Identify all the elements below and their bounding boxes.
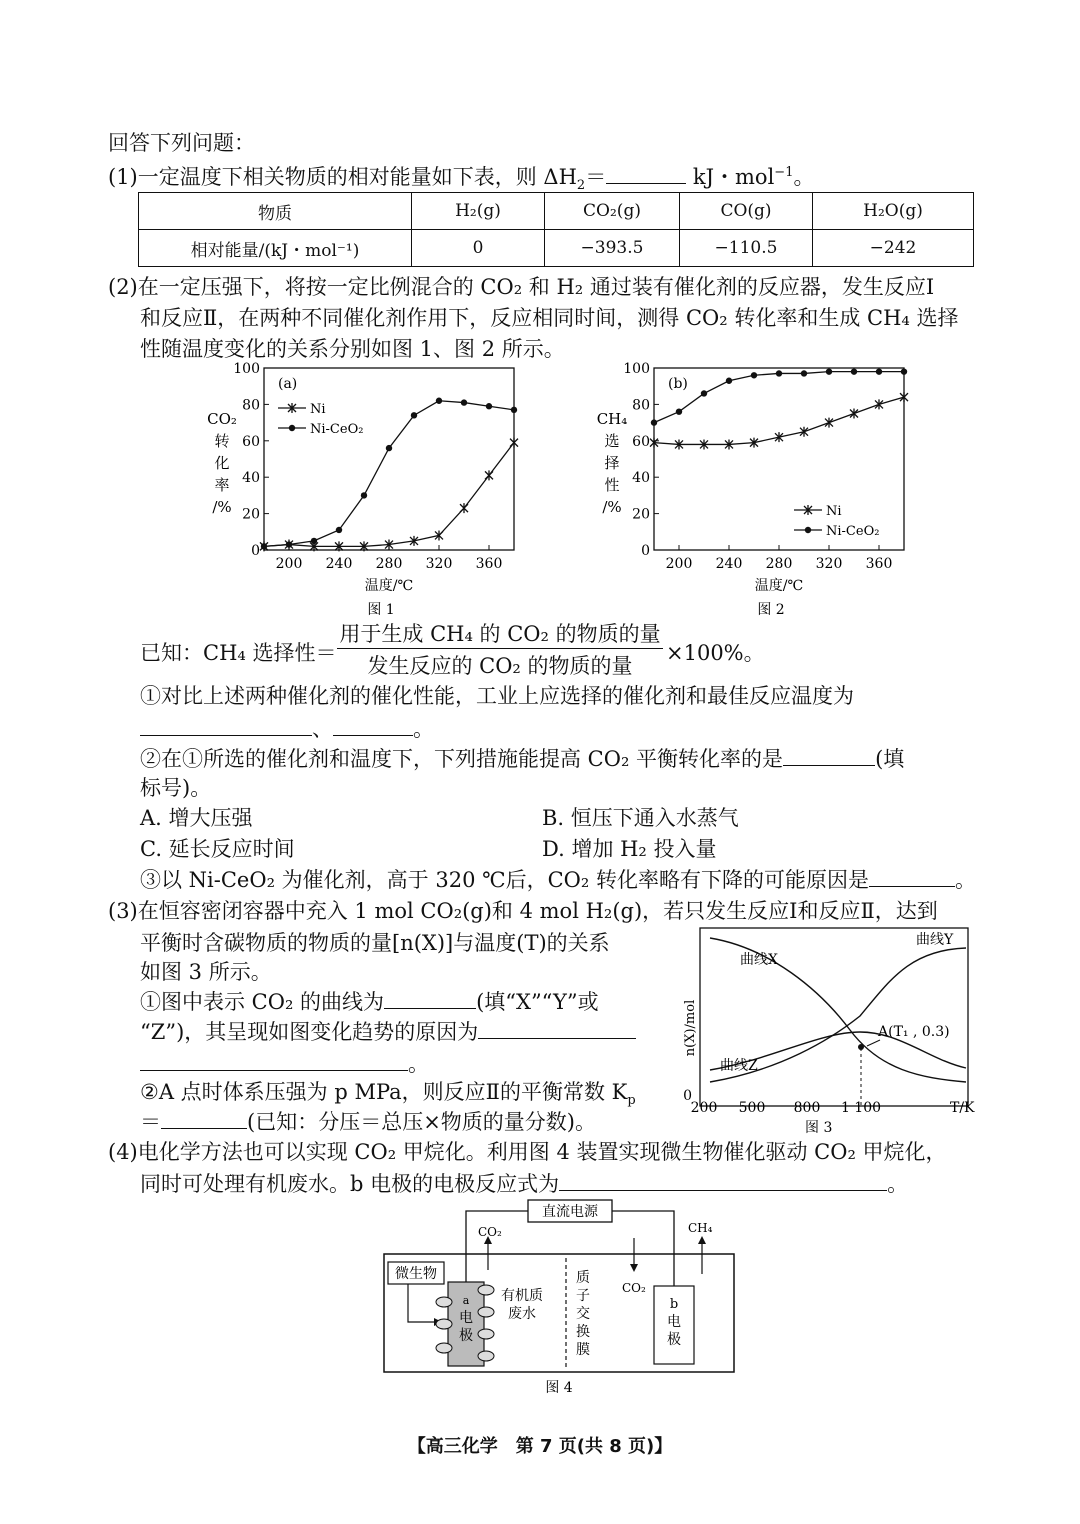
y-tick-label: 0 <box>251 543 260 559</box>
x-tick-label: 360 <box>475 556 503 572</box>
point-a-label: A(T₁ , 0.3) <box>878 1024 950 1040</box>
known-suffix: ×100%。 <box>666 641 765 665</box>
plot-frame <box>264 368 514 550</box>
legend-label: Ni-CeO₂ <box>310 422 364 437</box>
q1-sub: 2 <box>576 178 586 194</box>
q2-sub1: ①对比上述两种催化剂的催化性能，工业上应选择的催化剂和最佳反应温度为 <box>140 684 854 708</box>
data-point <box>651 419 657 425</box>
q3-sub2-line2 <box>140 1106 596 1137</box>
q4-line1: (4)电化学方法也可以实现 CO₂ 甲烷化。利用图 4 装置实现微生物催化驱动 CO₂ 甲烷化， <box>108 1140 947 1164</box>
figure-caption: 图 1 <box>367 602 395 618</box>
data-point <box>826 368 832 374</box>
data-point <box>286 541 292 547</box>
q3-sub1-fill: (填“X”“Y”或 <box>476 990 599 1014</box>
data-point <box>851 368 857 374</box>
y-tick-label: 60 <box>242 433 260 450</box>
point-a <box>858 1044 864 1050</box>
data-point <box>336 527 342 533</box>
data-point <box>461 399 467 405</box>
data-point <box>776 370 782 376</box>
table-cell: −242 <box>813 230 974 267</box>
data-point <box>361 492 367 498</box>
table-row <box>139 193 974 230</box>
q2-sub2-text: ②在①所选的催化剂和温度下，下列措施能提高 CO₂ 平衡转化率的是 <box>140 747 784 771</box>
electrode-b-label: 极 <box>667 1332 681 1348</box>
known-prefix: 已知：CH₄ 选择性＝ <box>140 641 337 665</box>
figure-4-caption: 图 4 <box>545 1380 573 1396</box>
q3-sub2-blank[interactable] <box>161 1106 247 1129</box>
electrode-b-label: b <box>669 1297 679 1312</box>
q2-sub3-text: ③以 Ni-CeO₂ 为催化剂，高于 320 ℃后，CO₂ 转化率略有下降的可能原因是 <box>140 868 869 892</box>
y-tick-label: 100 <box>623 362 650 377</box>
data-point <box>875 399 883 409</box>
q3-sub1-reason-blank2[interactable] <box>140 1048 408 1071</box>
figure-caption: 图 2 <box>757 602 785 618</box>
y-tick-label: 100 <box>233 362 260 377</box>
table-cell: 相对能量/(kJ・mol⁻¹) <box>139 230 412 267</box>
q3-sub1-text: ①图中表示 CO₂ 的曲线为 <box>140 990 385 1014</box>
table-cell: CO₂(g) <box>545 193 680 230</box>
q3-sub1-blank[interactable] <box>384 986 476 1009</box>
y-axis-label-char: CH₄ <box>596 410 628 428</box>
q2-sub1-answer <box>140 713 434 744</box>
arrow-head-icon <box>698 1236 706 1244</box>
panel-label: (a) <box>278 376 298 392</box>
page-footer: 【高三化学 第 7 页(共 8 页)】 <box>407 1436 673 1457</box>
q2-sub3 <box>140 864 976 895</box>
membrane-label: 子 <box>576 1288 590 1304</box>
table-cell: −110.5 <box>680 230 813 267</box>
energy-table <box>138 192 974 267</box>
data-point <box>825 418 833 428</box>
arrow-head-icon <box>630 1264 638 1272</box>
q4-line2 <box>140 1168 908 1199</box>
co2-right-label: CO₂ <box>622 1281 646 1295</box>
data-point <box>751 372 757 378</box>
y-tick-label: 20 <box>632 506 650 523</box>
x-tick-label: 360 <box>865 556 893 572</box>
y-tick-label: 40 <box>632 470 650 487</box>
q1-eq: ＝ <box>585 165 607 189</box>
curve-y-label: 曲线Y <box>916 932 954 948</box>
power-supply-label: 直流电源 <box>542 1204 598 1220</box>
q3-sub2-text: ②A 点时体系压强为 p MPa，则反应Ⅱ的平衡常数 K <box>140 1080 628 1104</box>
x-tick-label: 240 <box>715 556 743 572</box>
q3-sub2-eq: ＝ <box>140 1110 161 1134</box>
figure-4-diagram <box>378 1198 740 1398</box>
plot-frame <box>654 368 904 550</box>
q4-blank[interactable] <box>559 1168 887 1191</box>
wire-right <box>612 1211 674 1288</box>
q3-line3: 如图 3 所示。 <box>140 960 272 984</box>
y-tick-label: 40 <box>242 470 260 487</box>
x-axis-label: T/K <box>950 1100 975 1116</box>
data-point <box>460 503 468 513</box>
q3-sub1 <box>140 986 599 1017</box>
data-point <box>386 445 392 451</box>
fraction-denominator: 发生反应的 CO₂ 的物质的量 <box>367 654 633 678</box>
x-tick-label: 200 <box>665 556 693 572</box>
data-point <box>311 538 317 544</box>
y-tick-label: 60 <box>632 433 650 450</box>
legend-label: Ni-CeO₂ <box>826 524 880 539</box>
fraction-numerator: 用于生成 CH₄ 的 CO₂ 的物质的量 <box>337 620 663 649</box>
q1-end: 。 <box>793 165 815 189</box>
series-line-ni-ceo2 <box>264 401 514 547</box>
data-point <box>900 392 908 402</box>
q4-end: 。 <box>887 1172 909 1196</box>
table-cell: −393.5 <box>545 230 680 267</box>
table-row <box>139 230 974 267</box>
y-zero-label: 0 <box>683 1088 692 1104</box>
x-axis-label: 温度/℃ <box>754 578 804 594</box>
q2-sub1-blank-temp[interactable] <box>333 713 413 736</box>
q3-sub1-line3 <box>140 1048 429 1079</box>
panel-label: (b) <box>668 376 688 392</box>
electrode-a-label: 电 <box>459 1310 473 1326</box>
series-line-ni <box>264 443 514 547</box>
figure-3-chart <box>680 920 980 1140</box>
y-tick-label: 20 <box>242 506 260 523</box>
x-tick-label: 200 <box>275 556 303 572</box>
data-point <box>511 407 517 413</box>
table-cell: 0 <box>412 230 545 267</box>
membrane-label: 交 <box>576 1306 590 1322</box>
data-point <box>436 398 442 404</box>
microbe-arrow <box>408 1284 438 1322</box>
q3-line1: (3)在恒容密闭容器中充入 1 mol CO₂(g)和 4 mol H₂(g)，若只发生反应Ⅰ和反应Ⅱ，达到 <box>108 899 938 923</box>
x-tick-label: 200 <box>690 1100 718 1116</box>
y-axis-label-char: 率 <box>214 476 230 494</box>
q1-answer-blank[interactable] <box>606 161 686 184</box>
q3-sub2-note: (已知：分压＝总压×物质的量分数)。 <box>247 1110 596 1134</box>
q2-sub3-end: 。 <box>954 868 976 892</box>
y-tick-label: 80 <box>632 397 650 414</box>
legend-marker <box>805 527 811 533</box>
y-tick-label: 0 <box>641 543 650 559</box>
x-tick-label: 280 <box>375 556 403 572</box>
q2-sub1-end: 。 <box>413 717 434 741</box>
data-point <box>801 370 807 376</box>
q2-sub2-blank[interactable] <box>783 743 875 766</box>
q2-sub1-blank-catalyst[interactable] <box>140 713 312 736</box>
q2-line3: 性随温度变化的关系分别如图 1、图 2 所示。 <box>140 337 565 361</box>
option-c[interactable]: C. 延长反应时间 <box>140 837 295 861</box>
legend-label: Ni <box>310 402 326 417</box>
organic-waste-label: 废水 <box>508 1306 536 1322</box>
x-tick-label: 1 100 <box>840 1100 882 1116</box>
q3-sub1-reason-blank[interactable] <box>478 1016 636 1039</box>
co2-left-label: CO₂ <box>478 1225 502 1239</box>
data-point <box>701 390 707 396</box>
y-axis-label-char: CO₂ <box>207 410 237 428</box>
q2-line1: (2)在一定压强下，将按一定比例混合的 CO₂ 和 H₂ 通过装有催化剂的反应器，发生反应Ⅰ <box>108 275 935 299</box>
y-axis-label: n(X)/mol <box>683 999 698 1057</box>
q1-unit: kJ・mol <box>692 165 775 189</box>
data-point <box>510 438 518 448</box>
q2-sub2-fill: (填 <box>875 747 905 771</box>
q1-unit-sup: −1 <box>774 165 794 180</box>
wire-left <box>466 1211 528 1288</box>
data-point <box>411 412 417 418</box>
q3-sub1-line2 <box>140 1016 636 1047</box>
y-axis-label-char: 择 <box>604 454 620 472</box>
x-tick-label: 320 <box>815 556 843 572</box>
legend-marker <box>289 425 295 431</box>
q3-line2: 平衡时含碳物质的物质的量[n(X)]与温度(T)的关系 <box>140 931 610 955</box>
x-tick-label: 500 <box>738 1100 766 1116</box>
table-cell: CO(g) <box>680 193 813 230</box>
curve-x-label: 曲线X <box>740 952 778 968</box>
data-point <box>726 378 732 384</box>
table-cell: 物质 <box>139 193 412 230</box>
table-cell: H₂(g) <box>412 193 545 230</box>
x-tick-label: 280 <box>765 556 793 572</box>
x-tick-label: 800 <box>793 1100 821 1116</box>
q1-prefix: (1)一定温度下相关物质的相对能量如下表，则 ΔH <box>108 165 577 189</box>
x-tick-label: 320 <box>425 556 453 572</box>
membrane-label: 换 <box>576 1324 590 1340</box>
y-axis-label-char: 转 <box>214 432 230 450</box>
q2-sub3-blank[interactable] <box>869 864 955 887</box>
y-axis-label-char: /% <box>602 498 622 516</box>
data-point <box>676 408 682 414</box>
data-point <box>876 368 882 374</box>
y-axis-label-char: 性 <box>604 476 620 494</box>
y-tick-label: 80 <box>242 397 260 414</box>
y-axis-label-char: 化 <box>214 454 230 472</box>
q3-sub1-end: 。 <box>408 1052 429 1076</box>
option-d[interactable]: D. 增加 H₂ 投入量 <box>542 837 717 861</box>
option-b[interactable]: B. 恒压下通入水蒸气 <box>542 806 739 830</box>
q4-text: 同时可处理有机废水。b 电极的电极反应式为 <box>140 1172 560 1196</box>
figure-1-chart <box>200 362 530 622</box>
q2-sub2-line2: 标号)。 <box>140 776 212 800</box>
microbe-label: 微生物 <box>395 1266 437 1282</box>
y-axis-label-char: 选 <box>604 432 620 450</box>
electrode-a-label: 极 <box>459 1328 473 1344</box>
ch4-label: CH₄ <box>688 1221 713 1235</box>
q3-sub1-reason: “Z”)，其呈现如图变化趋势的原因为 <box>140 1020 479 1044</box>
point-a-arrow <box>867 1040 880 1046</box>
figure-3-caption: 图 3 <box>805 1120 833 1136</box>
membrane-label: 质 <box>576 1270 590 1286</box>
y-axis-label-char: /% <box>212 498 232 516</box>
section-heading: 回答下列问题： <box>108 131 255 155</box>
data-point <box>901 368 907 374</box>
q2-sub2 <box>140 743 904 774</box>
data-point <box>485 470 493 480</box>
legend-label: Ni <box>826 504 842 519</box>
curve-z-label: 曲线Z <box>720 1058 758 1074</box>
data-point <box>850 409 858 419</box>
series-line-ni-ceo2 <box>654 372 904 423</box>
q2-sub1-sep: 、 <box>312 717 333 741</box>
table-cell: H₂O(g) <box>813 193 974 230</box>
electrode-b-label: 电 <box>667 1314 681 1330</box>
option-a[interactable]: A. 增大压强 <box>140 806 253 830</box>
data-point <box>486 403 492 409</box>
organic-waste-label: 有机质 <box>501 1288 543 1304</box>
q2-line2: 和反应Ⅱ，在两种不同催化剂作用下，反应相同时间，测得 CO₂ 转化率和生成 CH₄ 选择 <box>140 306 959 330</box>
data-point <box>261 543 267 549</box>
electrode-a-label: a <box>462 1294 470 1307</box>
figure-2-chart <box>590 362 920 622</box>
x-tick-label: 240 <box>325 556 353 572</box>
x-axis-label: 温度/℃ <box>364 578 414 594</box>
membrane-label: 膜 <box>576 1342 590 1358</box>
q3-sub2-sub: p <box>627 1093 636 1109</box>
